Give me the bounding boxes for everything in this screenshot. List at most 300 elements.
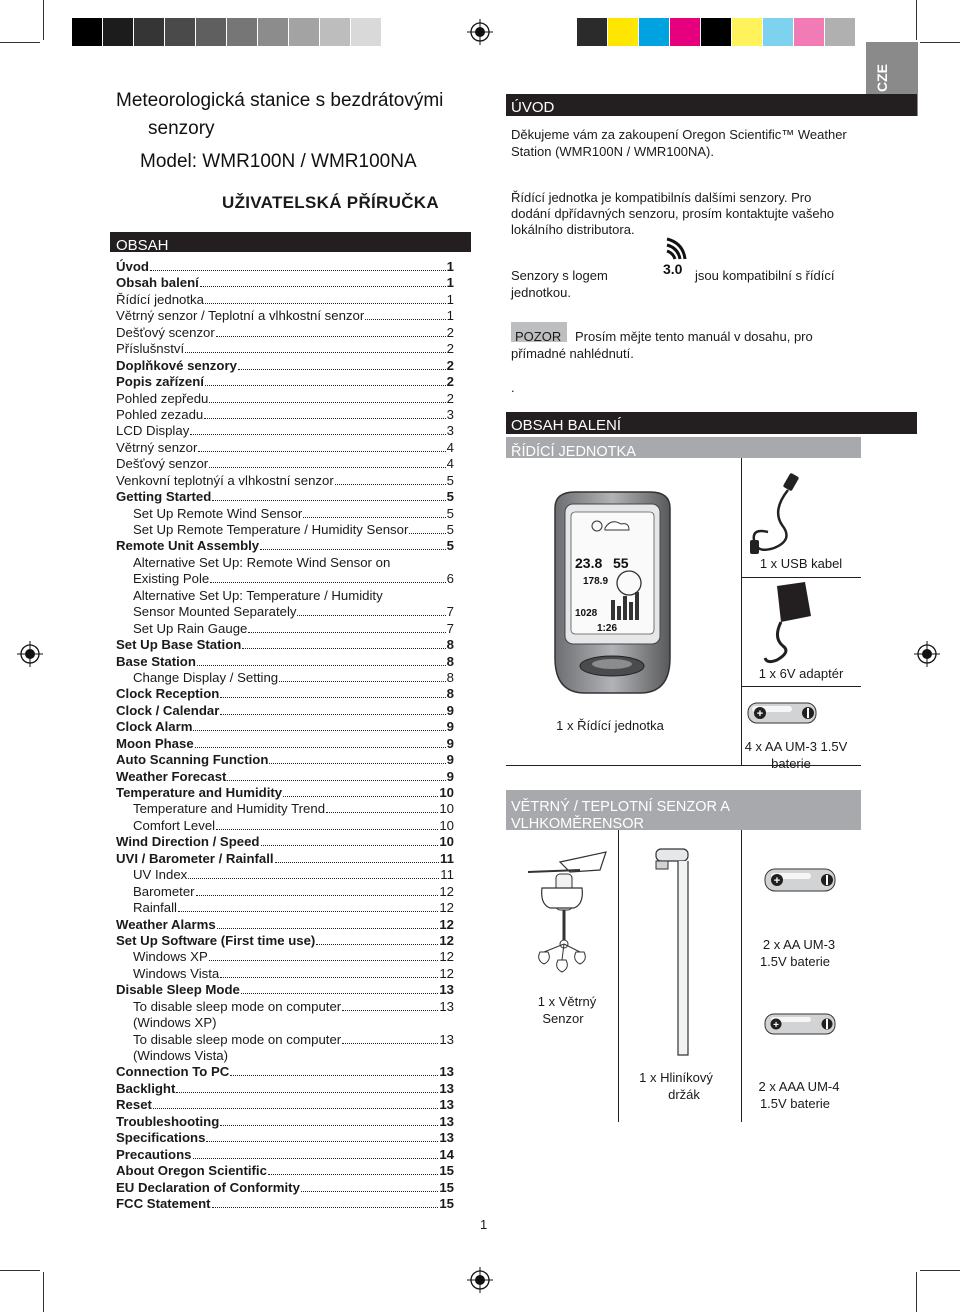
- toc-leader: [212, 1207, 439, 1208]
- gray-swatch: [196, 18, 227, 46]
- grid-divider: [741, 830, 742, 1122]
- toc-entry[interactable]: [116, 736, 454, 752]
- toc-entry-page: 8: [446, 637, 454, 653]
- registration-mark-icon: [467, 19, 493, 45]
- toc-entry-label: Temperature and Humidity Trend: [133, 801, 326, 817]
- toc-entry[interactable]: [116, 522, 454, 538]
- toc-entry[interactable]: [116, 818, 454, 834]
- toc-entry-label: Clock Reception: [116, 686, 220, 702]
- pozor-text: Prosím mějte tento manuál v dosahu, pro: [575, 329, 813, 344]
- toc-entry-page: 1: [446, 308, 454, 324]
- toc-entry-page: 15: [439, 1195, 454, 1211]
- crop-mark: [0, 1270, 40, 1271]
- toc-entry-label: Comfort Level: [133, 817, 216, 833]
- toc-entry-label: Set Up Base Station: [116, 637, 242, 653]
- table-of-contents: [116, 259, 454, 1212]
- toc-leader: [268, 1174, 438, 1175]
- toc-entry-label: Set Up Software (First time use): [116, 932, 316, 948]
- toc-entry-page: 5: [446, 489, 454, 505]
- toc-entry-label: Dešťový scenzor: [116, 324, 215, 340]
- gray-swatch: [351, 18, 382, 46]
- toc-entry-label: Dešťový senzor: [116, 456, 209, 472]
- toc-entry-page: 9: [446, 768, 454, 784]
- model-title: Model: WMR100N / WMR100NA: [140, 151, 417, 172]
- toc-leader: [220, 714, 445, 715]
- toc-leader: [197, 665, 446, 666]
- toc-entry[interactable]: [116, 1015, 454, 1031]
- gray-swatch: [258, 18, 289, 46]
- power-adapter-image: [757, 578, 817, 668]
- registration-mark-icon: [17, 641, 43, 667]
- logo-text-line2: jednotkou.: [511, 285, 571, 300]
- toc-leader: [242, 648, 445, 649]
- gray-swatch: [72, 18, 103, 46]
- toc-entry[interactable]: [116, 391, 454, 407]
- toc-entry[interactable]: [116, 982, 454, 998]
- aa-batteries-caption-line2: baterie: [771, 756, 811, 771]
- toc-entry-label: Řídící jednotka: [116, 291, 204, 307]
- toc-leader: [209, 467, 445, 468]
- toc-entry[interactable]: [116, 358, 454, 374]
- toc-leader: [220, 1125, 438, 1126]
- toc-entry-label: Obsah balení: [116, 275, 199, 291]
- toc-leader: [188, 878, 439, 879]
- toc-entry[interactable]: [116, 752, 454, 768]
- toc-entry-label: Auto Scanning Function: [116, 752, 269, 768]
- crop-mark: [920, 42, 960, 43]
- svg-text:+: +: [773, 1020, 779, 1031]
- toc-leader: [261, 845, 439, 846]
- toc-entry-label: Weather Forecast: [116, 768, 227, 784]
- toc-leader: [216, 829, 438, 830]
- toc-entry-page: 5: [446, 505, 454, 521]
- color-swatch: [639, 18, 670, 46]
- toc-entry[interactable]: [116, 703, 454, 719]
- compat-text-line: Řídící jednotka je kompatibilnís dalšími senzory. Pro: [511, 190, 812, 205]
- toc-entry-page: 13: [439, 1097, 454, 1113]
- gray-swatch: [227, 18, 258, 46]
- color-swatch: [825, 18, 856, 46]
- toc-leader: [342, 1010, 438, 1011]
- toc-entry-page: 13: [439, 1080, 454, 1096]
- toc-leader: [342, 1043, 438, 1044]
- usb-cable-caption: 1 x USB kabel: [759, 556, 843, 571]
- crop-mark: [916, 1272, 917, 1312]
- toc-entry-label: Sensor Mounted Separately: [133, 604, 297, 620]
- toc-entry-page: 2: [446, 374, 454, 390]
- lcd-temperature: 23.8: [575, 555, 603, 571]
- toc-entry-label: Temperature and Humidity: [116, 785, 283, 800]
- sensor-heading-line2: VLHKOMĚRENSOR: [511, 816, 644, 830]
- toc-entry-label: Clock / Calendar: [116, 702, 220, 718]
- logo-text-left: Senzory s logem: [511, 268, 608, 283]
- toc-leader: [227, 780, 445, 781]
- toc-entry[interactable]: [116, 949, 454, 965]
- color-swatch: [794, 18, 825, 46]
- toc-leader: [204, 418, 445, 419]
- toc-entry[interactable]: [116, 933, 454, 949]
- toc-leader: [297, 615, 445, 616]
- toc-leader: [316, 944, 438, 945]
- manual-heading: UŽIVATELSKÁ PŘÍRUČKA: [222, 193, 439, 212]
- aa-batteries-caption: 4 x AA UM-3 1.5V: [744, 739, 848, 754]
- toc-entry-page: 5: [446, 472, 454, 488]
- toc-leader: [209, 960, 439, 961]
- toc-leader: [230, 1075, 438, 1076]
- color-swatch: [670, 18, 701, 46]
- toc-entry-page: 12: [439, 965, 454, 981]
- logo-text-right: jsou kompatibilní s řídící: [695, 268, 835, 283]
- compat-text-line: dodání dpřídavných senzoru, prosím kontaktujte vašeho: [511, 206, 835, 221]
- toc-entry[interactable]: [116, 604, 454, 620]
- toc-entry-page: 1: [446, 291, 454, 307]
- usb-cable-image: [742, 470, 812, 562]
- toc-leader: [150, 270, 446, 271]
- toc-leader: [176, 1092, 438, 1093]
- lcd-humidity: 55: [613, 555, 629, 571]
- toc-entry-page: 10: [439, 834, 454, 850]
- logo-text: 3.0: [663, 261, 683, 277]
- toc-entry-label: Remote Unit Assembly: [116, 538, 260, 554]
- toc-entry-page: 7: [446, 620, 454, 636]
- lcd-uv-value: 178.9: [583, 576, 609, 587]
- toc-leader: [220, 697, 445, 698]
- toc-entry[interactable]: [116, 1081, 454, 1097]
- process-color-bar: [577, 18, 887, 46]
- color-swatch: [701, 18, 732, 46]
- toc-entry-page: 2: [446, 357, 454, 373]
- toc-leader: [196, 895, 439, 896]
- toc-entry[interactable]: [116, 670, 454, 686]
- toc-entry-label: Alternative Set Up: Temperature / Humidity: [133, 587, 383, 603]
- toc-entry[interactable]: [116, 473, 454, 489]
- toc-entry[interactable]: [116, 1114, 454, 1130]
- toc-entry-page: 11: [440, 850, 454, 866]
- toc-entry[interactable]: [116, 374, 454, 390]
- toc-entry[interactable]: [116, 440, 454, 456]
- gray-swatch: [289, 18, 320, 46]
- toc-leader: [209, 402, 445, 403]
- toc-entry[interactable]: [116, 1196, 454, 1212]
- toc-entry[interactable]: [116, 1032, 454, 1048]
- toc-entry-page: 5: [446, 538, 454, 554]
- toc-entry-page: 11: [440, 867, 454, 883]
- toc-entry[interactable]: [116, 506, 454, 522]
- grayscale-color-bar: [72, 18, 382, 46]
- toc-entry-label: Windows XP: [133, 949, 208, 965]
- toc-entry[interactable]: [116, 456, 454, 472]
- toc-entry-label: Doplňkové senzory: [116, 357, 237, 373]
- toc-entry[interactable]: [116, 1097, 454, 1113]
- toc-entry[interactable]: [116, 884, 454, 900]
- toc-entry-page: 12: [439, 932, 454, 948]
- toc-entry-label: About Oregon Scientific: [116, 1163, 267, 1179]
- toc-entry[interactable]: [116, 1048, 454, 1064]
- toc-entry[interactable]: [116, 407, 454, 423]
- toc-entry[interactable]: [116, 966, 454, 982]
- toc-entry-label: Pohled zezadu: [116, 406, 204, 422]
- toc-leader: [198, 451, 445, 452]
- toc-entry-page: 8: [446, 669, 454, 685]
- toc-entry-page: 12: [439, 949, 454, 965]
- toc-entry-label: Base Station: [116, 653, 196, 669]
- toc-entry[interactable]: [116, 308, 454, 324]
- toc-entry-label: Specifications: [116, 1130, 206, 1146]
- toc-entry-page: 2: [446, 390, 454, 406]
- toc-entry[interactable]: [116, 1064, 454, 1080]
- crop-mark: [920, 1270, 960, 1271]
- toc-entry[interactable]: [116, 571, 454, 587]
- toc-entry-label: LCD Display: [116, 423, 190, 439]
- crop-mark: [916, 0, 917, 40]
- toc-entry-page: 4: [446, 456, 454, 472]
- toc-entry[interactable]: [116, 900, 454, 916]
- toc-entry-page: 13: [439, 1130, 454, 1146]
- toc-entry-label: Rainfall: [133, 900, 177, 916]
- toc-entry-label: Change Display / Setting: [133, 669, 279, 685]
- toc-entry[interactable]: [116, 686, 454, 702]
- toc-entry[interactable]: [116, 325, 454, 341]
- toc-entry-page: 2: [446, 324, 454, 340]
- toc-entry-page: 13: [439, 982, 454, 998]
- toc-entry-label: Backlight: [116, 1080, 176, 1096]
- toc-leader: [185, 352, 446, 353]
- toc-leader: [220, 977, 438, 978]
- toc-entry[interactable]: [116, 654, 454, 670]
- toc-leader: [205, 385, 446, 386]
- toc-leader: [193, 1158, 439, 1159]
- toc-leader: [217, 928, 439, 929]
- toc-leader: [216, 336, 446, 337]
- toc-entry-label: Existing Pole: [133, 571, 210, 587]
- toc-entry[interactable]: [116, 769, 454, 785]
- page-number: 1: [480, 1217, 488, 1232]
- crop-mark: [43, 0, 44, 40]
- toc-entry[interactable]: [116, 834, 454, 850]
- toc-entry-label: Getting Started: [116, 489, 212, 505]
- toc-leader: [190, 434, 445, 435]
- lcd-barometer: 1028: [575, 608, 598, 619]
- toc-leader: [283, 796, 438, 797]
- gray-swatch: [103, 18, 134, 46]
- registration-mark-icon: [914, 641, 940, 667]
- intro-text-line: Děkujeme vám za zakoupení Oregon Scientific™ Weather: [511, 127, 847, 142]
- toc-entry-page: 13: [439, 1031, 454, 1047]
- toc-leader: [303, 517, 445, 518]
- toc-leader: [279, 681, 446, 682]
- document-title-continued: senzory: [148, 118, 215, 139]
- toc-entry-label: Větrný senzor: [116, 439, 198, 455]
- toc-entry[interactable]: [116, 292, 454, 308]
- toc-entry-page: 12: [439, 883, 454, 899]
- toc-leader: [195, 747, 446, 748]
- holder-caption-line2: držák: [668, 1087, 700, 1102]
- toc-entry-page: 4: [446, 439, 454, 455]
- toc-entry[interactable]: [116, 259, 454, 275]
- toc-entry-page: 9: [446, 702, 454, 718]
- toc-entry-label: Pohled zepředu: [116, 390, 209, 406]
- aaa-batteries-caption: 2 x AAA UM-4: [758, 1079, 840, 1094]
- toc-entry-label: Úvod: [116, 259, 149, 274]
- toc-entry-page: 10: [439, 785, 454, 800]
- crop-mark: [43, 1272, 44, 1312]
- toc-entry[interactable]: [116, 341, 454, 357]
- toc-entry[interactable]: [116, 917, 454, 933]
- compat-text-line: lokálního distributora.: [511, 222, 635, 237]
- toc-entry-label: Disable Sleep Mode: [116, 982, 240, 998]
- toc-entry[interactable]: [116, 851, 454, 867]
- toc-entry[interactable]: [116, 719, 454, 735]
- toc-entry-page: 5: [446, 522, 454, 537]
- toc-entry-label: (Windows Vista): [133, 1048, 229, 1063]
- toc-entry-page: 13: [439, 1113, 454, 1129]
- gray-swatch: [165, 18, 196, 46]
- toc-entry-label: UV Index: [133, 867, 188, 883]
- toc-entry-label: To disable sleep mode on computer: [133, 1031, 342, 1047]
- toc-entry-page: 13: [439, 1064, 454, 1080]
- toc-entry-label: Clock Alarm: [116, 719, 193, 735]
- aa-batteries-sensor-caption-line2: 1.5V baterie: [759, 954, 831, 969]
- wind-sensor-caption-line2: Senzor: [542, 1011, 584, 1026]
- toc-leader: [301, 1191, 438, 1192]
- toc-leader: [241, 993, 438, 994]
- toc-entry-label: FCC Statement: [116, 1195, 211, 1211]
- aaa-batteries-caption-line2: 1.5V baterie: [759, 1096, 831, 1111]
- package-contents-heading: OBSAH BALENÍ: [506, 412, 917, 434]
- base-unit-heading: ŘÍDÍCÍ JEDNOTKA: [506, 437, 861, 458]
- toc-entry-page: 8: [446, 686, 454, 702]
- toc-leader: [409, 533, 445, 534]
- toc-leader: [212, 500, 445, 501]
- toc-entry-page: 1: [446, 259, 454, 274]
- toc-entry-page: 12: [439, 900, 454, 916]
- toc-entry-label: Barometer: [133, 883, 195, 899]
- aa-battery-icon: [746, 700, 820, 726]
- toc-entry[interactable]: [116, 621, 454, 637]
- toc-entry-page: 15: [439, 1179, 454, 1195]
- registration-mark-icon: [467, 1267, 493, 1293]
- toc-entry-label: Troubleshooting: [116, 1113, 220, 1129]
- toc-entry-label: Moon Phase: [116, 735, 194, 751]
- wind-sensor-caption: 1 x Větrný: [537, 994, 597, 1009]
- toc-entry-label: Alternative Set Up: Remote Wind Sensor on: [133, 554, 391, 570]
- color-swatch: [763, 18, 794, 46]
- toc-entry-page: 3: [446, 423, 454, 439]
- toc-entry-label: Set Up Rain Gauge: [133, 620, 248, 636]
- toc-entry[interactable]: [116, 637, 454, 653]
- toc-entry-page: 2: [446, 341, 454, 357]
- toc-entry[interactable]: [116, 538, 454, 554]
- pozor-text-line2: přímadné nahlédnutí.: [511, 346, 634, 361]
- toc-entry-page: 10: [439, 801, 454, 817]
- toc-entry-label: Set Up Remote Temperature / Humidity Sensor: [133, 522, 409, 537]
- toc-entry-label: Reset: [116, 1097, 152, 1113]
- toc-leader: [210, 582, 445, 583]
- toc-entry[interactable]: [116, 275, 454, 291]
- toc-entry[interactable]: [116, 1180, 454, 1196]
- gray-swatch: [134, 18, 165, 46]
- toc-leader: [248, 632, 445, 633]
- toc-entry-page: 7: [446, 604, 454, 620]
- aaa-battery-icon: [763, 1011, 839, 1037]
- toc-entry[interactable]: [116, 867, 454, 883]
- toc-entry-label: Weather Alarms: [116, 916, 216, 932]
- toc-entry-label: Příslušnství: [116, 341, 185, 357]
- toc-leader: [260, 549, 446, 550]
- wireless-3-0-logo-icon: [663, 235, 693, 277]
- toc-entry-label: Set Up Remote Wind Sensor: [133, 505, 303, 521]
- toc-entry-label: (Windows XP): [133, 1015, 217, 1031]
- toc-leader: [326, 812, 438, 813]
- toc-entry-page: 14: [439, 1146, 454, 1162]
- holder-caption: 1 x Hliníkový: [639, 1070, 713, 1085]
- language-tab-label: CZE: [874, 64, 890, 92]
- toc-entry[interactable]: [116, 1163, 454, 1179]
- aa-batteries-sensor-caption: 2 x AA UM-3: [762, 937, 836, 952]
- toc-entry-label: EU Declaration of Conformity: [116, 1179, 300, 1195]
- svg-text:+: +: [756, 708, 764, 720]
- sensor-heading-line1: VĚTRNÝ / TEPLOTNÍ SENZOR A: [511, 799, 730, 815]
- toc-leader: [153, 1108, 438, 1109]
- toc-entry-label: Popis zařízení: [116, 374, 204, 390]
- toc-leader: [238, 369, 446, 370]
- toc-entry-page: 3: [446, 406, 454, 422]
- toc-entry-page: 8: [446, 653, 454, 669]
- toc-entry[interactable]: [116, 489, 454, 505]
- crop-mark: [0, 42, 40, 43]
- toc-entry[interactable]: [116, 555, 454, 571]
- lcd-clock: 1:26: [597, 623, 618, 634]
- toc-entry-page: 1: [446, 275, 454, 291]
- toc-entry-label: UVI / Barometer / Rainfall: [116, 850, 274, 866]
- base-unit-caption: 1 x Řídící jednotka: [556, 718, 664, 733]
- toc-entry[interactable]: [116, 999, 454, 1015]
- toc-entry-page: 9: [446, 752, 454, 768]
- toc-leader: [178, 911, 438, 912]
- aa-battery-icon: [763, 866, 839, 894]
- grid-divider: [741, 686, 861, 687]
- toc-entry[interactable]: [116, 1147, 454, 1163]
- stray-dot: .: [511, 380, 515, 395]
- document-title: Meteorologická stanice s bezdrátovými: [116, 90, 444, 111]
- toc-entry-page: 10: [439, 817, 454, 833]
- toc-entry[interactable]: [116, 588, 454, 604]
- sensor-heading: [506, 790, 861, 830]
- toc-entry[interactable]: [116, 801, 454, 817]
- toc-leader: [365, 319, 445, 320]
- wind-sensor-image: [520, 848, 620, 978]
- toc-entry-page: 6: [446, 571, 454, 587]
- toc-entry[interactable]: [116, 423, 454, 439]
- toc-leader: [200, 286, 446, 287]
- color-swatch: [577, 18, 608, 46]
- toc-leader: [205, 303, 446, 304]
- toc-entry-page: 9: [446, 735, 454, 751]
- toc-leader: [269, 763, 445, 764]
- toc-entry-page: 12: [439, 916, 454, 932]
- toc-entry-label: Venkovní teplotnýí a vlhkostní senzor: [116, 472, 334, 488]
- adapter-caption: 1 x 6V adaptér: [758, 666, 844, 681]
- gray-swatch: [320, 18, 351, 46]
- toc-entry-label: To disable sleep mode on computer: [133, 998, 342, 1014]
- color-swatch: [732, 18, 763, 46]
- color-swatch: [608, 18, 639, 46]
- toc-leader: [193, 730, 445, 731]
- toc-entry-label: Precautions: [116, 1146, 192, 1162]
- toc-entry[interactable]: [116, 785, 454, 801]
- aluminium-holder-image: [648, 845, 698, 1060]
- toc-entry[interactable]: [116, 1130, 454, 1146]
